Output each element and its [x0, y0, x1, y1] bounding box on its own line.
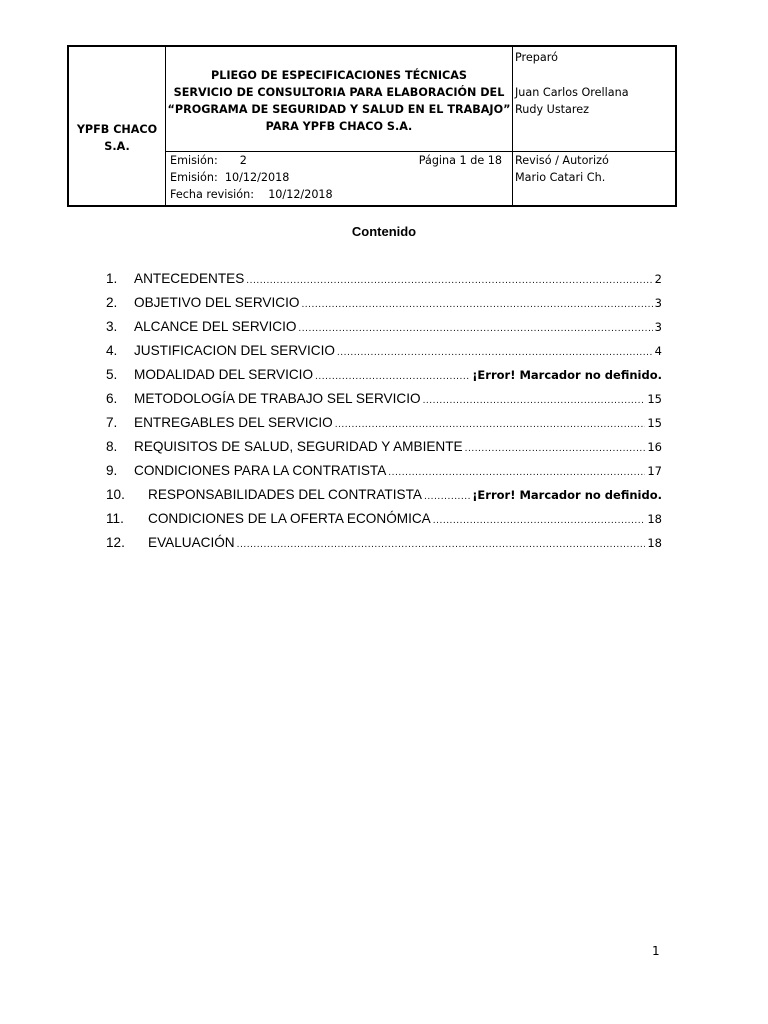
toc-entry[interactable] — [106, 391, 662, 415]
emission-date: Emisión: 10/12/2018 — [170, 171, 290, 184]
toc-label: JUSTIFICACION DEL SERVICIO — [134, 343, 335, 358]
toc-number: 9. — [106, 463, 118, 478]
toc-number: 10. — [106, 487, 125, 502]
toc-entry[interactable] — [106, 463, 662, 487]
toc-entry[interactable] — [106, 367, 662, 391]
toc-entry[interactable] — [106, 271, 662, 295]
company-cell — [69, 47, 166, 205]
toc-page: 18 — [647, 536, 662, 550]
toc-page: 2 — [654, 272, 662, 286]
toc-number: 1. — [106, 271, 118, 286]
toc-entry[interactable] — [106, 487, 662, 511]
company-suffix: S.A. — [104, 140, 130, 153]
page-number: 1 — [652, 944, 660, 958]
company-name: YPFB CHACO — [76, 123, 158, 136]
document-title-cell — [166, 47, 513, 152]
toc-leader-dots — [424, 492, 470, 502]
toc-leader-dots — [237, 540, 646, 550]
title-line: SERVICIO DE CONSULTORIA PARA ELABORACIÓN DEL — [173, 86, 505, 99]
toc-entry[interactable] — [106, 511, 662, 535]
toc-label: OBJETIVO DEL SERVICIO — [134, 295, 300, 310]
toc-leader-dots — [315, 372, 470, 382]
toc-entry[interactable] — [106, 535, 662, 559]
reviewed-by-name: Mario Catari Ch. — [515, 171, 606, 184]
toc-page-error: ¡Error! Marcador no definido. — [472, 488, 662, 502]
toc-label: EVALUACIÓN — [148, 535, 235, 550]
toc-number: 2. — [106, 295, 118, 310]
toc-leader-dots — [388, 468, 645, 478]
toc-page: 3 — [654, 320, 662, 334]
toc-leader-dots — [335, 420, 646, 430]
toc-leader-dots — [301, 300, 652, 310]
document-header-table — [67, 45, 677, 207]
toc-label: RESPONSABILIDADES DEL CONTRATISTA — [148, 487, 422, 502]
toc-number: 12. — [106, 535, 125, 550]
toc-leader-dots — [465, 444, 646, 454]
toc-title: Contenido — [351, 224, 417, 239]
toc-number: 5. — [106, 367, 118, 382]
toc-leader-dots — [298, 324, 652, 334]
toc-page-error: ¡Error! Marcador no definido. — [472, 368, 662, 382]
toc-leader-dots — [433, 516, 646, 526]
title-line: PLIEGO DE ESPECIFICACIONES TÉCNICAS — [211, 69, 467, 82]
toc-number: 8. — [106, 439, 118, 454]
toc-number: 4. — [106, 343, 118, 358]
prepared-by-name: Rudy Ustarez — [515, 103, 590, 116]
toc-entry[interactable] — [106, 319, 662, 343]
title-line: “PROGRAMA DE SEGURIDAD Y SALUD EN EL TRABAJO” — [167, 103, 511, 116]
toc-page: 18 — [647, 512, 662, 526]
toc-page: 15 — [647, 392, 662, 406]
toc-entry[interactable] — [106, 343, 662, 367]
toc-number: 6. — [106, 391, 118, 406]
toc-leader-dots — [423, 396, 646, 406]
toc-leader-dots — [246, 276, 652, 286]
reviewed-cell — [513, 152, 675, 205]
toc-entry[interactable] — [106, 415, 662, 439]
emission-number: 2 — [239, 154, 247, 167]
emission-label: Emisión: — [170, 154, 218, 167]
toc-page: 3 — [654, 296, 662, 310]
title-line: PARA YPFB CHACO S.A. — [265, 120, 413, 133]
emission-cell — [166, 152, 513, 205]
toc-label: MODALIDAD DEL SERVICIO — [134, 367, 314, 382]
prepared-by-name: Juan Carlos Orellana — [515, 86, 629, 99]
prepared-label: Preparó — [515, 51, 558, 64]
toc-page: 16 — [647, 440, 662, 454]
toc-number: 7. — [106, 415, 118, 430]
revision-date: Fecha revisión: 10/12/2018 — [170, 188, 333, 201]
toc-page: 4 — [654, 344, 662, 358]
toc-page: 17 — [647, 464, 662, 478]
page-info: Página 1 de 18 — [418, 154, 502, 167]
toc-label: CONDICIONES DE LA OFERTA ECONÓMICA — [148, 511, 431, 526]
toc-number: 3. — [106, 319, 118, 334]
toc-label: REQUISITOS DE SALUD, SEGURIDAD Y AMBIENTE — [134, 439, 463, 454]
toc-label: METODOLOGÍA DE TRABAJO SEL SERVICIO — [134, 391, 421, 406]
toc-page: 15 — [647, 416, 662, 430]
toc-label: ANTECEDENTES — [134, 271, 245, 286]
toc-entry[interactable] — [106, 439, 662, 463]
toc-label: ALCANCE DEL SERVICIO — [134, 319, 297, 334]
table-of-contents — [106, 271, 662, 559]
toc-leader-dots — [337, 348, 653, 358]
toc-label: ENTREGABLES DEL SERVICIO — [134, 415, 333, 430]
reviewed-label: Revisó / Autorizó — [515, 154, 609, 167]
toc-entry[interactable] — [106, 295, 662, 319]
toc-number: 11. — [106, 511, 124, 526]
prepared-cell — [513, 47, 675, 152]
toc-label: CONDICIONES PARA LA CONTRATISTA — [134, 463, 387, 478]
